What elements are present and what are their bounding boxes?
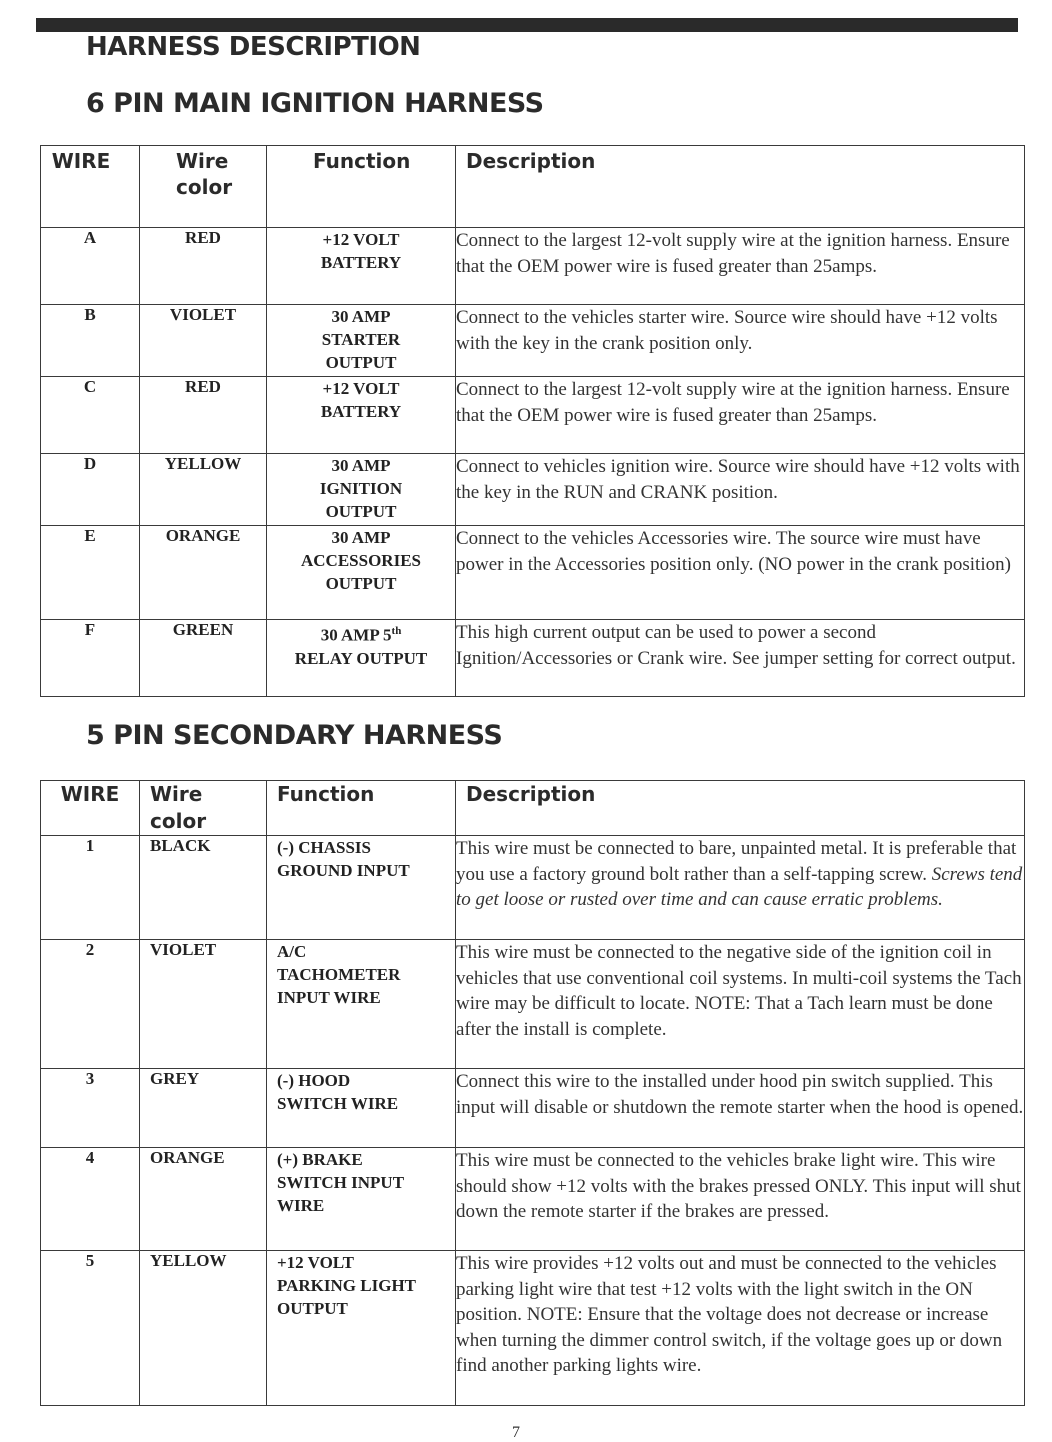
function-cell — [267, 620, 456, 697]
description-cell — [456, 836, 1025, 940]
header-wire: WIRE — [41, 781, 140, 836]
page-title: HARNESS DESCRIPTION — [86, 32, 421, 62]
header-description: Description — [456, 146, 1025, 228]
table-row — [41, 305, 1025, 377]
top-rule — [36, 18, 1018, 32]
description-cell: This wire must be connected to the vehicles brake light wire. This wire should show +12 volts with the brakes pressed ONLY. This input will shut down the remote starter if the brakes are pressed. — [456, 1148, 1025, 1251]
function-line: +12 VOLT — [322, 379, 400, 398]
function-line: OUTPUT — [277, 1299, 348, 1318]
function-line: +12 VOLT — [277, 1253, 354, 1272]
description-cell: This high current output can be used to power a second Ignition/Accessories or Crank wire. See jumper setting for correct output. — [456, 620, 1025, 697]
table-row — [41, 620, 1025, 697]
function-cell — [267, 1148, 456, 1251]
function-cell — [267, 836, 456, 940]
function-cell — [267, 940, 456, 1069]
function-line: (+) BRAKE — [277, 1150, 363, 1169]
header-wire: WIRE — [41, 146, 140, 228]
function-line: INPUT WIRE — [277, 988, 381, 1007]
wire-color-cell: GREY — [140, 1069, 267, 1148]
header-wire-color: Wire color — [140, 781, 267, 836]
description-text: This wire must be connected to bare, unpainted metal. It is preferable that you use a factory ground bolt rather than a self-tapping screw. — [456, 838, 1017, 885]
wire-cell: F — [41, 620, 140, 697]
superscript: th — [391, 625, 402, 637]
table-row — [41, 1251, 1025, 1406]
function-cell — [267, 1251, 456, 1406]
function-cell — [267, 305, 456, 377]
wire-cell: C — [41, 377, 140, 454]
function-line — [267, 620, 455, 647]
table-row — [41, 1069, 1025, 1148]
wire-cell: B — [41, 305, 140, 377]
table-row — [41, 526, 1025, 620]
function-line: OUTPUT — [325, 502, 397, 521]
wire-cell: 4 — [41, 1148, 140, 1251]
function-line: GROUND INPUT — [277, 861, 410, 880]
wire-cell: E — [41, 526, 140, 620]
wire-color-cell: RED — [140, 228, 267, 305]
function-line: SWITCH WIRE — [277, 1094, 399, 1113]
header-function: Function — [267, 781, 456, 836]
function-line: 30 AMP — [331, 528, 391, 547]
function-line: BATTERY — [320, 253, 402, 272]
table-row — [41, 940, 1025, 1069]
function-line: IGNITION — [319, 479, 403, 498]
wire-cell: 2 — [41, 940, 140, 1069]
wire-color-cell: ORANGE — [140, 526, 267, 620]
wire-color-cell: ORANGE — [140, 1148, 267, 1251]
table-row — [41, 377, 1025, 454]
function-cell — [267, 454, 456, 526]
header-wire-color: Wire color — [140, 146, 267, 228]
wire-cell: 3 — [41, 1069, 140, 1148]
table-header-row — [41, 781, 1025, 836]
function-line: (-) HOOD — [277, 1071, 351, 1090]
five-pin-heading: 5 PIN SECONDARY HARNESS — [86, 720, 503, 751]
description-cell: This wire provides +12 volts out and must be connected to the vehicles parking light wire that test +12 volts with the light switch in the ON position. NOTE: Ensure that the voltage does not decrease or increase when turning the dimmer control switch, if the voltage goes up or down find another parking lights wire. — [456, 1251, 1025, 1406]
function-line: 30 AMP — [331, 307, 391, 326]
wire-cell: 1 — [41, 836, 140, 940]
wire-cell: D — [41, 454, 140, 526]
function-cell — [267, 377, 456, 454]
function-line: RELAY OUTPUT — [294, 648, 428, 668]
page-number: 7 — [512, 1424, 520, 1441]
description-cell: Connect to the vehicles starter wire. Source wire should have +12 volts with the key in the crank position only. — [456, 305, 1025, 377]
function-text: 30 AMP 5 — [320, 625, 392, 645]
function-line: SWITCH INPUT — [277, 1173, 405, 1192]
wire-color-cell: RED — [140, 377, 267, 454]
function-line: WIRE — [277, 1196, 325, 1215]
description-cell: Connect to the vehicles Accessories wire. The source wire must have power in the Accessories position only. (NO power in the crank position) — [456, 526, 1025, 620]
function-line: (-) CHASSIS — [277, 838, 371, 857]
function-cell — [267, 228, 456, 305]
function-line: OUTPUT — [325, 353, 397, 372]
six-pin-table — [40, 145, 1025, 697]
table-row — [41, 836, 1025, 940]
header-description: Description — [456, 781, 1025, 836]
function-line: 30 AMP — [331, 456, 391, 475]
wire-cell: 5 — [41, 1251, 140, 1406]
wire-color-cell: BLACK — [140, 836, 267, 940]
wire-color-cell: VIOLET — [140, 940, 267, 1069]
description-cell: Connect to the largest 12-volt supply wire at the ignition harness. Ensure that the OEM power wire is fused greater than 25amps. — [456, 228, 1025, 305]
description-cell: Connect this wire to the installed under hood pin switch supplied. This input will disable or shutdown the remote starter when the hood is opened. — [456, 1069, 1025, 1148]
table-row — [41, 1148, 1025, 1251]
function-line: TACHOMETER — [277, 965, 401, 984]
five-pin-table — [40, 780, 1025, 1406]
wire-color-cell: GREEN — [140, 620, 267, 697]
table-row — [41, 228, 1025, 305]
function-line: OUTPUT — [325, 574, 397, 593]
description-cell: Connect to vehicles ignition wire. Source wire should have +12 volts with the key in the RUN and CRANK position. — [456, 454, 1025, 526]
wire-color-cell: YELLOW — [140, 454, 267, 526]
table-row — [41, 454, 1025, 526]
function-line: BATTERY — [320, 402, 402, 421]
function-line: A/C — [277, 942, 307, 961]
function-line: STARTER — [321, 330, 401, 349]
wire-cell: A — [41, 228, 140, 305]
header-function: Function — [267, 146, 456, 228]
six-pin-heading: 6 PIN MAIN IGNITION HARNESS — [86, 88, 544, 119]
wire-color-cell: YELLOW — [140, 1251, 267, 1406]
function-line: PARKING LIGHT — [277, 1276, 417, 1295]
function-cell — [267, 1069, 456, 1148]
function-line: ACCESSORIES — [301, 551, 421, 570]
description-italic: Screws tend to get loose or rusted over time and can cause erratic problems. — [456, 863, 1023, 910]
function-line: +12 VOLT — [322, 230, 400, 249]
description-cell: This wire must be connected to the negative side of the ignition coil in vehicles that use conventional coil systems. In multi-coil systems the Tach wire may be difficult to locate. NOTE: That a Tach learn must be done after the install is complete. — [456, 940, 1025, 1069]
description-cell: Connect to the largest 12-volt supply wire at the ignition harness. Ensure that the OEM power wire is fused greater than 25amps. — [456, 377, 1025, 454]
wire-color-cell: VIOLET — [140, 305, 267, 377]
table-header-row — [41, 146, 1025, 228]
function-cell — [267, 526, 456, 620]
